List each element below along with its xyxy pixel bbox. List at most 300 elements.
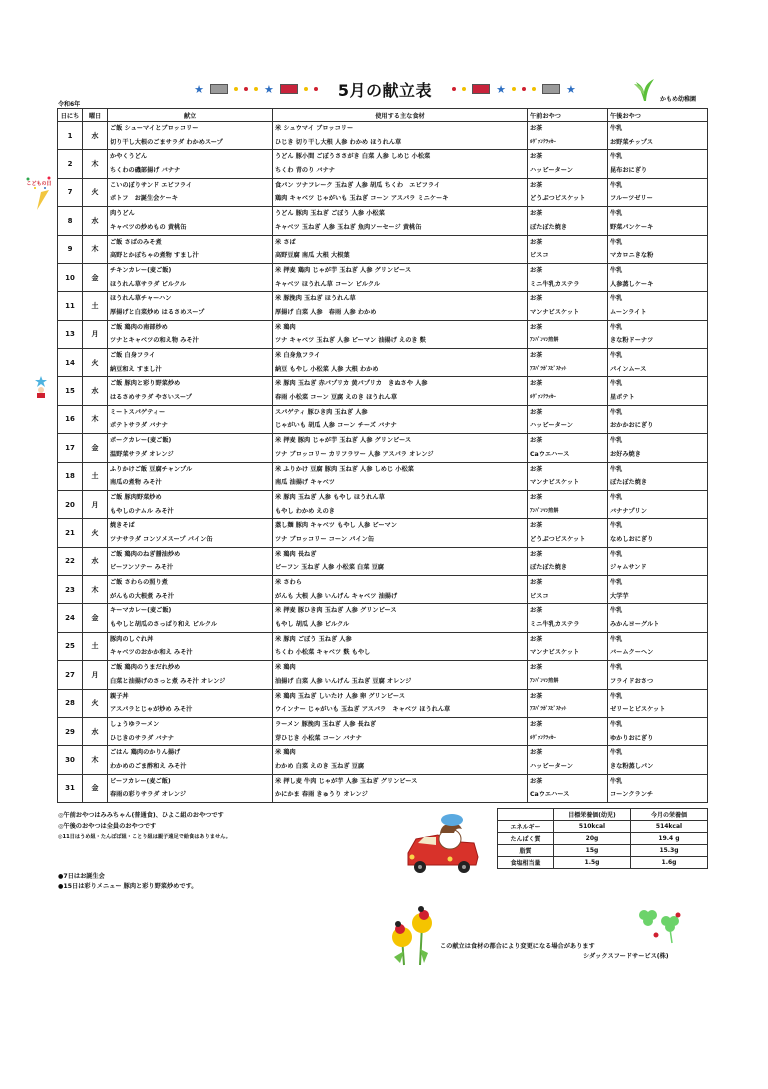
pm-snack-cell xyxy=(608,547,708,575)
ingredients-line: 食パン ツナフレーク 玉ねぎ 人参 胡瓜 ちくわ エビフライ xyxy=(275,181,441,189)
column-header-menu: 献立 xyxy=(108,109,273,122)
menu-line: ほうれん草チャーハン xyxy=(110,295,172,303)
day-cell: 15 xyxy=(58,377,83,405)
table-row xyxy=(58,604,708,632)
am-snack-line: ミニ牛乳カステラ xyxy=(530,621,580,629)
weekday-cell: 水 xyxy=(83,717,108,745)
pm-snack-line: 牛乳 xyxy=(610,210,623,218)
weekday-cell: 木 xyxy=(83,150,108,178)
table-row xyxy=(58,405,708,433)
pm-snack-cell xyxy=(608,292,708,320)
ingredients-line: キャベツ ほうれん草 コーン ピルクル xyxy=(275,280,381,288)
ingredients-line: 芽ひじき 小松菜 コーン バナナ xyxy=(275,734,362,742)
dandelion-ladybug-icon xyxy=(388,903,443,967)
dot-icon xyxy=(522,87,526,91)
table-row xyxy=(58,661,708,689)
menu-cell xyxy=(108,604,273,632)
ingredients-cell xyxy=(273,434,528,462)
ingredients-cell xyxy=(273,661,528,689)
am-snack-line: お茶 xyxy=(530,720,543,728)
dot-icon xyxy=(254,87,258,91)
pm-snack-line: パインムース xyxy=(610,365,647,373)
am-snack-line: お茶 xyxy=(530,692,543,700)
pm-snack-cell xyxy=(608,632,708,660)
pm-snack-line: 昆布おにぎり xyxy=(610,167,648,175)
ingredients-cell xyxy=(273,547,528,575)
ingredients-line: かにかま 春雨 きゅうり オレンジ xyxy=(275,791,368,799)
menu-cell xyxy=(108,320,273,348)
day-cell: 28 xyxy=(58,689,83,717)
pm-snack-line: バナナプリン xyxy=(610,507,647,515)
pm-snack-line: お好み焼き xyxy=(610,450,641,458)
menu-cell xyxy=(108,207,273,235)
event-item: ●15日は彩りメニュー 豚肉と彩り野菜炒めです。 xyxy=(58,883,198,890)
pm-snack-line: コーンクランチ xyxy=(610,791,654,799)
am-snack-line: ビスコ xyxy=(530,252,549,260)
menu-line: はるさめサラダ やさいスープ xyxy=(110,394,192,402)
weekday-cell: 水 xyxy=(83,207,108,235)
pm-snack-line: 牛乳 xyxy=(610,720,623,728)
note-item: ◎午前おやつはみみちゃん(普通食)、ひよこ組のおやつです xyxy=(58,812,224,819)
column-header-weekday: 曜日 xyxy=(83,109,108,122)
pm-snack-cell xyxy=(608,774,708,802)
menu-cell xyxy=(108,122,273,150)
menu-line: こいのぼりサンド エビフライ xyxy=(110,181,193,189)
am-snack-line: お茶 xyxy=(530,266,543,274)
ingredients-cell xyxy=(273,632,528,660)
menu-cell xyxy=(108,490,273,518)
ingredients-line: 米 鶏肉 xyxy=(275,749,296,757)
table-row xyxy=(58,547,708,575)
am-snack-cell xyxy=(528,490,608,518)
ingredients-line: 鶏肉 キャベツ じゃがいも 玉ねぎ コーン アスパラ ミニケーキ xyxy=(275,195,449,203)
pm-snack-line: 牛乳 xyxy=(610,777,623,785)
pm-snack-line: 牛乳 xyxy=(610,238,623,246)
am-snack-cell xyxy=(528,632,608,660)
am-snack-line: ﾙｳﾞｧﾝｸﾗｯｶｰ xyxy=(530,394,556,401)
am-snack-cell xyxy=(528,178,608,206)
nutrition-row xyxy=(498,845,708,857)
weekday-cell: 土 xyxy=(83,632,108,660)
am-snack-line: お茶 xyxy=(530,295,543,303)
nutrient-name: 脂質 xyxy=(498,845,554,857)
menu-line: 納豆和え すまし汁 xyxy=(110,365,162,373)
weekday-cell: 金 xyxy=(83,434,108,462)
pm-snack-line: マカロニきな粉 xyxy=(610,252,654,260)
pm-snack-cell xyxy=(608,405,708,433)
ingredients-line: 高野豆腐 南瓜 大根 大根葉 xyxy=(275,252,350,260)
childrens-day-badge-icon xyxy=(25,176,53,212)
ingredients-line: 油揚げ 白菜 人参 いんげん 玉ねぎ 豆腐 オレンジ xyxy=(275,677,412,685)
weekday-cell: 月 xyxy=(83,320,108,348)
menu-line: ご飯 シューマイとブロッコリー xyxy=(110,125,199,132)
menu-line: 豚肉のしぐれ丼 xyxy=(110,635,154,643)
ingredients-line: うどん 豚肉 玉ねぎ ごぼう 人参 小松菜 xyxy=(275,210,385,218)
am-snack-line: お茶 xyxy=(530,635,543,643)
menu-cell xyxy=(108,434,273,462)
pm-snack-cell xyxy=(608,746,708,774)
table-row xyxy=(58,774,708,802)
pm-snack-cell xyxy=(608,576,708,604)
table-row xyxy=(58,178,708,206)
pm-snack-cell xyxy=(608,661,708,689)
am-snack-line: お茶 xyxy=(530,607,543,615)
weekday-cell: 金 xyxy=(83,604,108,632)
pm-snack-line: 大学芋 xyxy=(610,592,629,600)
table-row xyxy=(58,434,708,462)
menu-line: 焼きそば xyxy=(110,522,135,530)
menu-line: ほうれん草サラダ ピルクル xyxy=(110,280,187,288)
menu-cell xyxy=(108,462,273,490)
weekday-cell: 火 xyxy=(83,178,108,206)
day-cell: 7 xyxy=(58,178,83,206)
day-cell: 10 xyxy=(58,263,83,291)
am-snack-line: お茶 xyxy=(530,238,543,246)
menu-line: もやしと胡瓜のさっぱり和え ピルクル xyxy=(110,621,218,629)
ingredients-line: 米 押麦 鶏肉 じゃが芋 玉ねぎ 人参 グリンピース xyxy=(275,266,412,274)
menu-line: ご飯 さばのみそ煮 xyxy=(110,238,162,246)
pm-snack-cell xyxy=(608,320,708,348)
menu-line: かやくうどん xyxy=(110,153,148,161)
day-cell: 18 xyxy=(58,462,83,490)
weekday-cell: 火 xyxy=(83,519,108,547)
menu-line: 親子丼 xyxy=(110,692,129,700)
ingredients-line: 蒸し麺 豚肉 キャベツ もやし 人参 ピーマン xyxy=(275,522,397,530)
ingredients-line: 米 豚肉 玉ねぎ 赤パプリカ 黄パプリカ きぬさや 人参 xyxy=(275,380,428,388)
menu-cell xyxy=(108,774,273,802)
ingredients-line: 米 豚挽肉 玉ねぎ ほうれん草 xyxy=(275,295,356,303)
ingredients-line: 米 白身魚フライ xyxy=(275,352,321,359)
ingredients-line: 厚揚げ 白菜 人参 春雨 人参 わかめ xyxy=(275,308,377,316)
pm-snack-line: ぽたぽた焼き xyxy=(610,479,648,487)
star-icon: ★ xyxy=(264,82,274,96)
menu-line: 春雨の彩りサラダ オレンジ xyxy=(110,791,187,799)
ingredients-line: ちくわ 小松菜 キャベツ 麩 もやし xyxy=(275,649,371,657)
ingredients-line: わかめ 白菜 えのき 玉ねぎ 豆腐 xyxy=(275,762,365,770)
day-cell: 1 xyxy=(58,122,83,150)
am-snack-line: ﾙｳﾞｧﾝｸﾗｯｶｰ xyxy=(530,734,556,741)
weekday-cell: 金 xyxy=(83,263,108,291)
am-snack-line: ぽたぽた焼き xyxy=(530,223,568,231)
pm-snack-line: 牛乳 xyxy=(610,692,623,700)
am-snack-cell xyxy=(528,207,608,235)
table-row xyxy=(58,320,708,348)
ingredients-line: ツナ ブロッコリー コーン パイン缶 xyxy=(275,535,375,543)
am-snack-cell xyxy=(528,434,608,462)
ingredients-line: 米 押し麦 牛肉 じゃが芋 人参 玉ねぎ グリンピース xyxy=(275,777,418,785)
pm-snack-cell xyxy=(608,689,708,717)
menu-line: キャベツの炒めもの 黄桃缶 xyxy=(110,223,187,231)
menu-line: ひじきのサラダ バナナ xyxy=(110,734,174,742)
table-row xyxy=(58,519,708,547)
table-row xyxy=(58,263,708,291)
day-cell: 11 xyxy=(58,292,83,320)
target-value: 15g xyxy=(554,845,631,857)
dot-icon xyxy=(234,87,238,91)
am-snack-cell xyxy=(528,292,608,320)
pm-snack-cell xyxy=(608,150,708,178)
weekday-cell: 火 xyxy=(83,689,108,717)
menu-line: ご飯 豚肉と彩り野菜炒め xyxy=(110,380,181,388)
am-snack-line: お茶 xyxy=(530,323,543,331)
am-snack-cell xyxy=(528,746,608,774)
ingredients-cell xyxy=(273,122,528,150)
ingredients-line: 米 押麦 豚ひき肉 玉ねぎ 人参 グリンピース xyxy=(275,607,397,615)
table-header-row xyxy=(58,109,708,122)
pm-snack-cell xyxy=(608,717,708,745)
ingredients-cell xyxy=(273,349,528,377)
menu-cell xyxy=(108,576,273,604)
dot-icon xyxy=(314,87,318,91)
ingredients-line: キャベツ 玉ねぎ 人参 玉ねぎ 魚肉ソーセージ 黄桃缶 xyxy=(275,223,422,231)
ingredients-line: 米 シュウマイ ブロッコリー xyxy=(275,125,354,132)
am-snack-line: お茶 xyxy=(530,408,543,416)
pm-snack-cell xyxy=(608,263,708,291)
menu-line: ビーフンソテー みそ汁 xyxy=(110,564,174,572)
ingredients-line: 米 鶏肉 玉ねぎ しいたけ 人参 卵 グリンピース xyxy=(275,692,405,700)
nutrition-header: 目標栄養価(幼児) xyxy=(554,809,631,821)
am-snack-cell xyxy=(528,462,608,490)
menu-line: アスパラとじゃが炒め みそ汁 xyxy=(110,706,193,714)
ingredients-line: 南瓜 油揚げ キャベツ xyxy=(275,479,335,487)
weekday-cell: 月 xyxy=(83,490,108,518)
ingredients-cell xyxy=(273,377,528,405)
ingredients-cell xyxy=(273,263,528,291)
weekday-cell: 火 xyxy=(83,349,108,377)
ingredients-line: ひじき 切り干し大根 人参 わかめ ほうれん草 xyxy=(275,138,402,146)
menu-cell xyxy=(108,746,273,774)
pm-snack-line: 牛乳 xyxy=(610,465,623,473)
note-item: ◎午後のおやつは全員のおやつです xyxy=(58,823,157,830)
am-snack-cell xyxy=(528,661,608,689)
ingredients-line: 米 押麦 豚肉 じゃが芋 玉ねぎ 人参 グリンピース xyxy=(275,437,412,445)
am-snack-line: お茶 xyxy=(530,579,543,586)
menu-line: チキンカレー(麦ご飯) xyxy=(110,266,172,274)
ingredients-line: もやし 胡瓜 人参 ピルクル xyxy=(275,621,350,629)
nutrition-row xyxy=(498,857,708,869)
pm-snack-line: なめしおにぎり xyxy=(610,535,654,543)
pm-snack-line: フライドおさつ xyxy=(610,677,654,685)
weekday-cell: 金 xyxy=(83,774,108,802)
weekday-cell: 月 xyxy=(83,661,108,689)
am-snack-line: お茶 xyxy=(530,352,543,359)
menu-cell xyxy=(108,547,273,575)
pm-snack-line: 牛乳 xyxy=(610,635,623,643)
nutrient-name: エネルギー xyxy=(498,821,554,833)
am-snack-cell xyxy=(528,519,608,547)
table-row xyxy=(58,717,708,745)
company-name: シダックスフードサービス(株) xyxy=(583,953,669,960)
ingredients-line: 米 鶏肉 長ねぎ xyxy=(275,550,317,558)
menu-cell xyxy=(108,292,273,320)
am-snack-line: ｱﾝﾊﾟﾝﾏﾝ煎餅 xyxy=(530,677,559,684)
column-header-ingredients: 使用する主な食材 xyxy=(273,109,528,122)
pm-snack-cell xyxy=(608,434,708,462)
day-cell: 22 xyxy=(58,547,83,575)
nutrition-header xyxy=(498,809,554,821)
dot-icon xyxy=(462,87,466,91)
am-snack-line: ｱﾝﾊﾟﾝﾏﾝ煎餅 xyxy=(530,507,559,514)
pm-snack-cell xyxy=(608,349,708,377)
menu-line: ビーフカレー(麦ご飯) xyxy=(110,777,171,785)
target-value: 20g xyxy=(554,833,631,845)
am-snack-cell xyxy=(528,122,608,150)
pm-snack-line: 牛乳 xyxy=(610,493,623,501)
pm-snack-line: 牛乳 xyxy=(610,266,623,274)
day-cell: 2 xyxy=(58,150,83,178)
menu-cell xyxy=(108,349,273,377)
am-snack-line: お茶 xyxy=(530,181,543,189)
pm-snack-line: 牛乳 xyxy=(610,607,623,615)
ingredients-line: 米 さば xyxy=(275,238,296,246)
table-row xyxy=(58,490,708,518)
change-notice: この献立は食材の都合により変更になる場合があります xyxy=(440,943,595,950)
weekday-cell: 木 xyxy=(83,235,108,263)
era-label: 令和6年 xyxy=(58,101,81,108)
weekday-cell: 水 xyxy=(83,547,108,575)
am-snack-line: ｱﾝﾊﾟﾝﾏﾝ煎餅 xyxy=(530,337,559,344)
ingredients-line: もやし わかめ えのき xyxy=(275,507,335,515)
ingredients-cell xyxy=(273,717,528,745)
nutrition-row xyxy=(498,833,708,845)
menu-line: ツナとキャベツの和え物 みそ汁 xyxy=(110,337,199,345)
ingredients-line: じゃがいも 胡瓜 人参 コーン チーズ バナナ xyxy=(275,422,397,430)
menu-line: 白菜と油揚げのさっと煮 みそ汁 オレンジ xyxy=(110,677,226,685)
pm-snack-line: バームクーヘン xyxy=(610,649,654,657)
ingredients-line: 春雨 小松菜 コーン 豆腐 えのき ほうれん草 xyxy=(275,394,398,402)
am-snack-line: お茶 xyxy=(530,749,543,757)
ingredients-line: ビーフン 玉ねぎ 人参 小松菜 白菜 豆腐 xyxy=(275,564,384,572)
monthly-value: 15.3g xyxy=(631,845,708,857)
menu-line: 肉うどん xyxy=(110,210,135,218)
pm-snack-line: 牛乳 xyxy=(610,153,623,161)
side-badge-text: こどもの日 xyxy=(26,181,52,187)
am-snack-cell xyxy=(528,349,608,377)
pm-snack-line: 牛乳 xyxy=(610,295,623,303)
car-mascot-icon xyxy=(402,813,482,877)
menu-cell xyxy=(108,235,273,263)
ingredients-line: ツナ キャベツ 玉ねぎ 人参 ピーマン 油揚げ えのき 麩 xyxy=(275,337,426,345)
pm-snack-cell xyxy=(608,178,708,206)
am-snack-line: ハッピーターン xyxy=(530,167,573,175)
ingredients-line: がんも 大根 人参 いんげん キャベツ 油揚げ xyxy=(275,592,398,600)
ingredients-cell xyxy=(273,689,528,717)
ingredients-cell xyxy=(273,774,528,802)
ingredients-line: ウインナー じゃがいも 玉ねぎ アスパラ キャベツ ほうれん草 xyxy=(275,706,451,714)
ingredients-line: 米 ふりかけ 豆腐 豚肉 玉ねぎ 人参 しめじ 小松菜 xyxy=(275,465,414,473)
nutrition-header: 今月の栄養価 xyxy=(631,809,708,821)
pm-snack-line: 牛乳 xyxy=(610,380,623,388)
weekday-cell: 木 xyxy=(83,405,108,433)
star-icon: ★ xyxy=(194,82,205,96)
ingredients-cell xyxy=(273,519,528,547)
am-snack-line: お茶 xyxy=(530,550,543,558)
nutrition-header-row xyxy=(498,809,708,821)
table-row xyxy=(58,207,708,235)
ingredients-line: ツナ ブロッコリー カリフラワー 人参 アスパラ オレンジ xyxy=(275,450,434,458)
nutrient-name: 食塩相当量 xyxy=(498,857,554,869)
tape-decoration-icon xyxy=(280,84,298,94)
menu-line: ご飯 さわらの照り煮 xyxy=(110,579,168,586)
column-header-pm-snack: 午後おやつ xyxy=(608,109,708,122)
am-snack-line: ミニ牛乳カステラ xyxy=(530,280,580,288)
pm-snack-line: ゼリーとビスケット xyxy=(610,706,666,714)
target-value: 1.5g xyxy=(554,857,631,869)
menu-cell xyxy=(108,150,273,178)
clover-icon xyxy=(634,905,684,945)
am-snack-line: ビスコ xyxy=(530,592,549,600)
pm-snack-line: 牛乳 xyxy=(610,181,623,189)
weekday-cell: 木 xyxy=(83,746,108,774)
am-snack-line: お茶 xyxy=(530,380,543,388)
star-icon: ★ xyxy=(496,82,506,96)
menu-cell xyxy=(108,377,273,405)
am-snack-line: ハッピーターン xyxy=(530,422,573,430)
weekday-cell: 土 xyxy=(83,462,108,490)
title-banner xyxy=(170,76,600,102)
notes-section xyxy=(58,810,231,843)
day-cell: 16 xyxy=(58,405,83,433)
pm-snack-line: ゆかりおにぎり xyxy=(610,734,654,742)
pm-snack-cell xyxy=(608,462,708,490)
ingredients-cell xyxy=(273,604,528,632)
day-cell: 29 xyxy=(58,717,83,745)
am-snack-cell xyxy=(528,604,608,632)
day-cell: 31 xyxy=(58,774,83,802)
star-icon: ★ xyxy=(565,82,576,96)
am-snack-line: マンナビスケット xyxy=(530,649,580,657)
day-cell: 8 xyxy=(58,207,83,235)
ingredients-cell xyxy=(273,320,528,348)
day-cell: 30 xyxy=(58,746,83,774)
tape-decoration-icon xyxy=(542,84,560,94)
nutrition-table xyxy=(497,808,708,869)
pm-snack-cell xyxy=(608,207,708,235)
menu-line: 高野とかぼちゃの煮物 すまし汁 xyxy=(110,252,199,260)
monthly-value: 1.6g xyxy=(631,857,708,869)
am-snack-cell xyxy=(528,320,608,348)
nutrient-name: たんぱく質 xyxy=(498,833,554,845)
menu-line: ご飯 鶏肉の南部炒め xyxy=(110,323,168,331)
pm-snack-line: フルーツゼリー xyxy=(610,195,653,203)
am-snack-line: Caウエハース xyxy=(530,450,570,458)
am-snack-cell xyxy=(528,263,608,291)
menu-line: 南瓜の煮物 みそ汁 xyxy=(110,479,162,487)
day-cell: 13 xyxy=(58,320,83,348)
pm-snack-line: 星ポテト xyxy=(610,394,635,402)
menu-cell xyxy=(108,178,273,206)
am-snack-line: お茶 xyxy=(530,210,543,218)
ingredients-line: 納豆 もやし 小松菜 人参 大根 わかめ xyxy=(275,365,379,373)
am-snack-line: マンナビスケット xyxy=(530,479,580,487)
menu-cell xyxy=(108,405,273,433)
events-section xyxy=(58,872,197,892)
pm-snack-line: 牛乳 xyxy=(610,579,623,586)
pm-snack-cell xyxy=(608,490,708,518)
menu-line: ご飯 白身フライ xyxy=(110,352,156,359)
pm-snack-line: 牛乳 xyxy=(610,408,623,416)
weekday-cell: 木 xyxy=(83,576,108,604)
menu-line: ご飯 鶏肉のうまだれ炒め xyxy=(110,664,181,672)
ingredients-line: 米 豚肉 ごぼう 玉ねぎ 人参 xyxy=(275,635,352,643)
am-snack-line: ﾙｳﾞｧﾝｸﾗｯｶｰ xyxy=(530,138,556,145)
day-cell: 25 xyxy=(58,632,83,660)
pm-snack-cell xyxy=(608,519,708,547)
pm-snack-line: きな粉ドーナツ xyxy=(610,337,654,345)
menu-line: ミートスパゲティー xyxy=(110,408,166,416)
menu-cell xyxy=(108,689,273,717)
column-header-am-snack: 午前おやつ xyxy=(528,109,608,122)
